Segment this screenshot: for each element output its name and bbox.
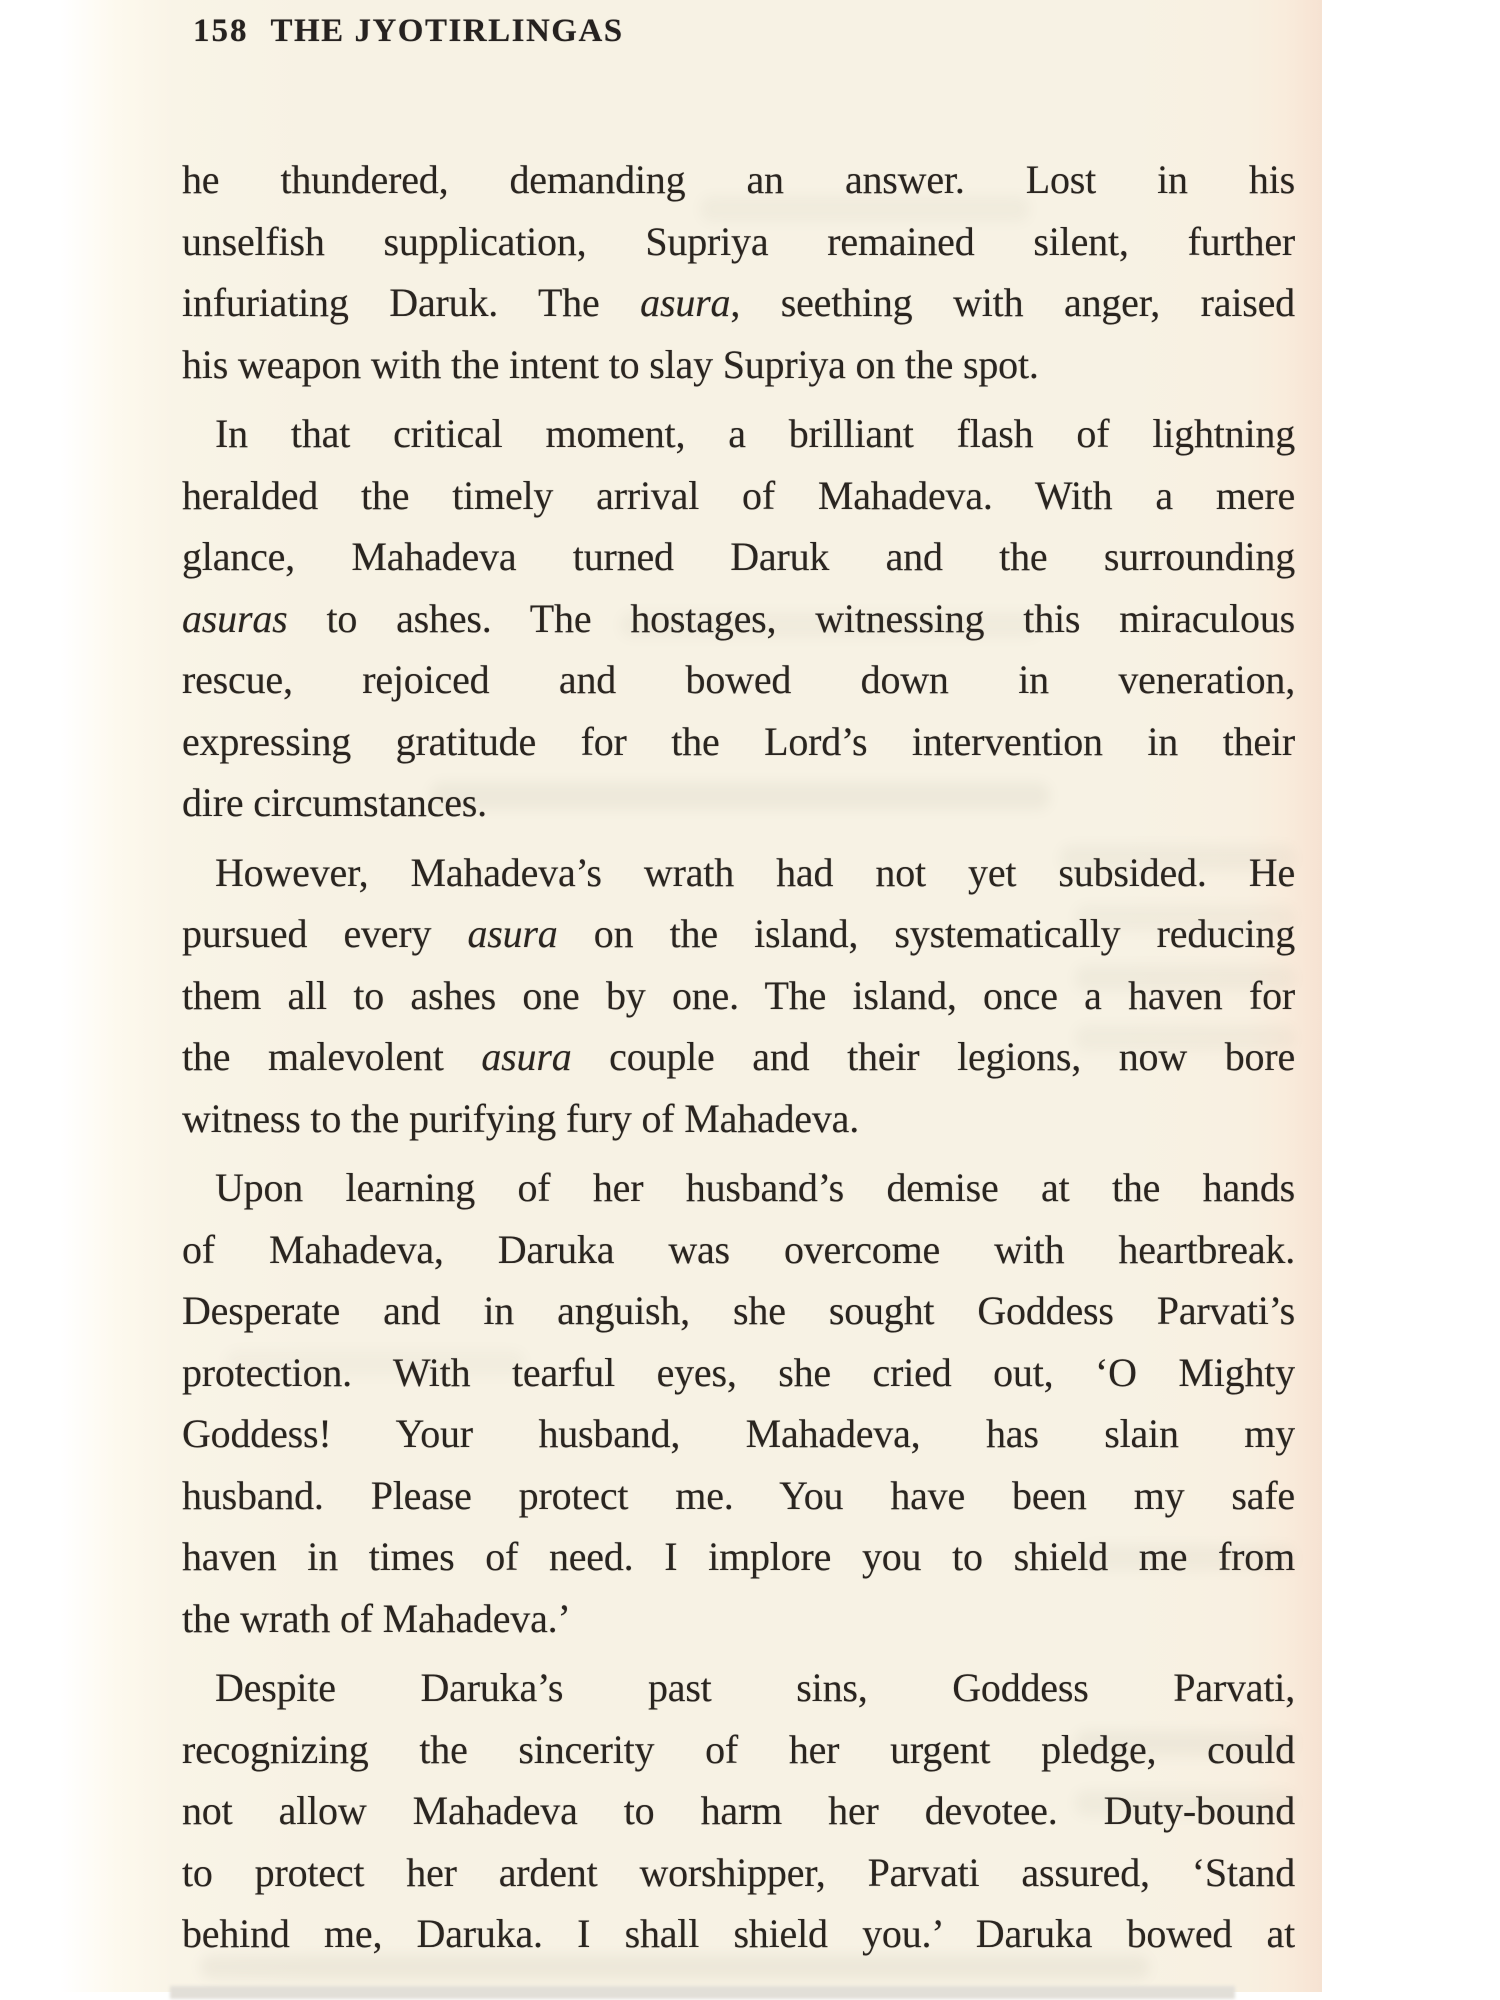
text-segment: protection. With tearful eyes, she cried out, ‘O Mighty — [182, 1349, 1295, 1395]
italic-term: asura — [640, 280, 731, 325]
text-segment: heralded the timely arrival of Mahadeva. With a mere — [182, 472, 1295, 518]
text-segment: recognizing the sincerity of her urgent pledge, could — [182, 1726, 1295, 1772]
running-title: THE JYOTIRLINGAS — [270, 13, 624, 49]
text-segment: witness to the purifying fury of Mahadeva. — [182, 1095, 859, 1141]
text-line — [182, 403, 1295, 465]
text-segment: Desperate and in anguish, she sought Goddess Parvati’s — [182, 1288, 1295, 1333]
text-line — [182, 903, 1295, 965]
text-line — [182, 334, 1295, 396]
text-segment: glance, Mahadeva turned Daruk and the surrounding — [182, 534, 1295, 579]
text-line — [182, 1903, 1295, 1965]
text-segment: However, Mahadeva’s wrath had not yet subsided. He — [215, 849, 1295, 895]
text-line — [182, 649, 1295, 711]
text-line — [182, 1465, 1295, 1527]
text-line — [182, 211, 1295, 273]
text-line — [182, 1088, 1295, 1150]
text-segment: them all to ashes one by one. The island, once a haven for — [182, 972, 1295, 1018]
text-segment: Upon learning of her husband’s demise at the hands — [215, 1165, 1295, 1210]
text-line — [182, 588, 1295, 650]
text-line — [182, 149, 1295, 211]
text-segment: to protect her ardent worshipper, Parvati assured, ‘Stand — [182, 1849, 1295, 1895]
text-segment: on the island, systematically reducing — [557, 911, 1295, 956]
text-segment: husband. Please protect me. You have been my safe — [182, 1472, 1295, 1518]
text-line — [182, 1526, 1295, 1588]
text-segment: Goddess! Your husband, Mahadeva, has slain my — [182, 1411, 1295, 1456]
text-line — [182, 1780, 1295, 1842]
text-line — [182, 1842, 1295, 1904]
text-line — [182, 711, 1295, 773]
text-line — [182, 465, 1295, 527]
text-segment: rescue, rejoiced and bowed down in veneration, — [182, 657, 1295, 702]
text-line — [182, 1719, 1295, 1781]
text-segment: to ashes. The hostages, witnessing this miraculous — [287, 595, 1295, 641]
text-line — [182, 1026, 1295, 1088]
text-segment: haven in times of need. I implore you to shield me from — [182, 1534, 1295, 1579]
text-line — [182, 842, 1295, 904]
text-segment: unselfish supplication, Supriya remained silent, further — [182, 218, 1295, 264]
text-line — [182, 1219, 1295, 1281]
page-number: 158 — [193, 13, 249, 49]
text-segment: couple and their legions, now bore — [571, 1034, 1295, 1079]
text-line — [182, 772, 1295, 834]
text-segment: pursued every — [182, 911, 468, 956]
text-segment: Despite Daruka’s past sins, Goddess Parvati, — [215, 1665, 1295, 1710]
text-line — [182, 965, 1295, 1027]
text-line — [182, 1403, 1295, 1465]
text-segment: of Mahadeva, Daruka was overcome with heartbreak. — [182, 1226, 1295, 1272]
text-line — [182, 1342, 1295, 1404]
text-segment: he thundered, demanding an answer. Lost in his — [182, 157, 1295, 202]
text-segment: the malevolent — [182, 1034, 482, 1079]
text-segment: expressing gratitude for the Lord’s intervention in their — [182, 718, 1295, 764]
text-line — [182, 1657, 1295, 1719]
text-line — [182, 272, 1295, 334]
text-segment: not allow Mahadeva to harm her devotee. Duty-bound — [182, 1788, 1295, 1833]
text-line — [182, 1280, 1295, 1342]
text-line — [182, 1588, 1295, 1650]
text-segment: In that critical moment, a brilliant flash of lightning — [215, 411, 1295, 456]
text-segment: infuriating Daruk. The — [182, 280, 641, 325]
text-line — [182, 1157, 1295, 1219]
italic-term: asura — [467, 911, 558, 956]
page-header — [193, 11, 624, 51]
text-line — [182, 526, 1295, 588]
text-segment: dire circumstances. — [182, 780, 487, 825]
italic-term: asuras — [182, 595, 288, 641]
text-segment: behind me, Daruka. I shall shield you.’ Daruka bowed at — [182, 1911, 1295, 1956]
text-segment: , seething with anger, raised — [730, 280, 1295, 325]
text-segment: the wrath of Mahadeva.’ — [182, 1595, 571, 1641]
page-bottom-edge-shadow — [170, 1986, 1235, 1999]
text-segment: his weapon with the intent to slay Supriya on the spot. — [182, 341, 1039, 387]
italic-term: asura — [481, 1034, 572, 1079]
